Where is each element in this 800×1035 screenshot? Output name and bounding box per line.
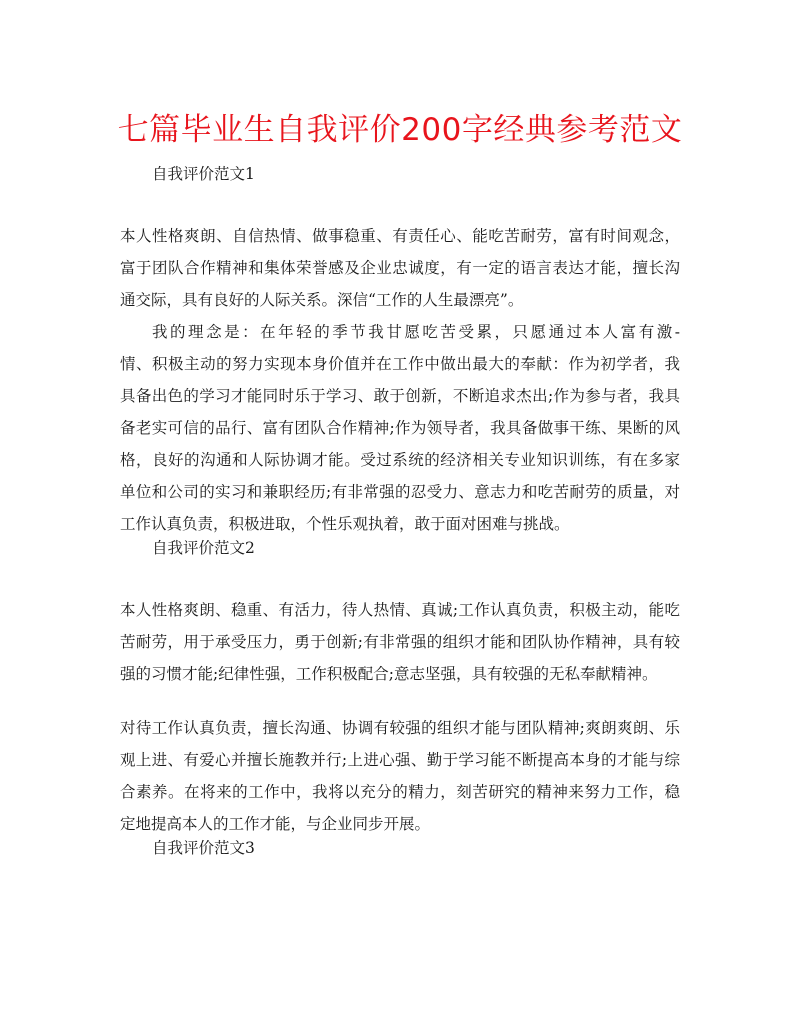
paragraph-line: 通交际，具有良好的人际关系。深信“工作的人生最漂亮”。 [120, 291, 524, 309]
paragraph-line: 富于团队合作精神和集体荣誉感及企业忠诚度，有一定的语言表达才能，擅长沟 [120, 259, 680, 277]
paragraph-line: 格，良好的沟通和人际协调才能。受过系统的经济相关专业知识训练，有在多家 [120, 451, 680, 469]
section-heading-3: 自我评价范文3 [152, 839, 255, 857]
paragraph-line: 对待工作认真负责，擅长沟通、协调有较强的组织才能与团队精神;爽朗爽朗、乐 [120, 719, 680, 737]
paragraph-line: 强的习惯才能;纪律性强，工作积极配合;意志坚强，具有较强的无私奉献精神。 [120, 665, 658, 683]
paragraph-line: 情、积极主动的努力实现本身价值并在工作中做出最大的奉献：作为初学者，我 [120, 355, 680, 373]
paragraph-line: 定地提高本人的工作才能，与企业同步开展。 [120, 815, 431, 833]
paragraph-line: 苦耐劳，用于承受压力，勇于创新;有非常强的组织才能和团队协作精神，具有较 [120, 633, 680, 651]
document-title: 七篇毕业生自我评价200字经典参考范文 [117, 112, 683, 148]
section-heading-1: 自我评价范文1 [152, 165, 255, 183]
paragraph-line: 具备出色的学习才能同时乐于学习、敢于创新，不断追求杰出;作为参与者，我具 [120, 387, 680, 405]
paragraph-line: 工作认真负责，积极进取，个性乐观执着，敢于面对困难与挑战。 [120, 515, 570, 533]
paragraph-line: 我的理念是：在年轻的季节我甘愿吃苦受累，只愿通过本人富有激- [152, 323, 680, 341]
section-heading-2: 自我评价范文2 [152, 539, 255, 557]
paragraph-line: 备老实可信的品行、富有团队合作精神;作为领导者，我具备做事干练、果断的风 [120, 419, 680, 437]
paragraph-line: 本人性格爽朗、自信热情、做事稳重、有责任心、能吃苦耐劳，富有时间观念， [120, 227, 680, 245]
paragraph-line: 本人性格爽朗、稳重、有活力，待人热情、真诚;工作认真负责，积极主动，能吃 [120, 601, 680, 619]
paragraph-line: 单位和公司的实习和兼职经历;有非常强的忍受力、意志力和吃苦耐劳的质量，对 [120, 483, 680, 501]
paragraph-line: 合素养。在将来的工作中，我将以充分的精力，刻苦研究的精神来努力工作，稳 [120, 783, 680, 801]
paragraph-line: 观上进、有爱心并擅长施教并行;上进心强、勤于学习能不断提高本身的才能与综 [120, 751, 680, 769]
